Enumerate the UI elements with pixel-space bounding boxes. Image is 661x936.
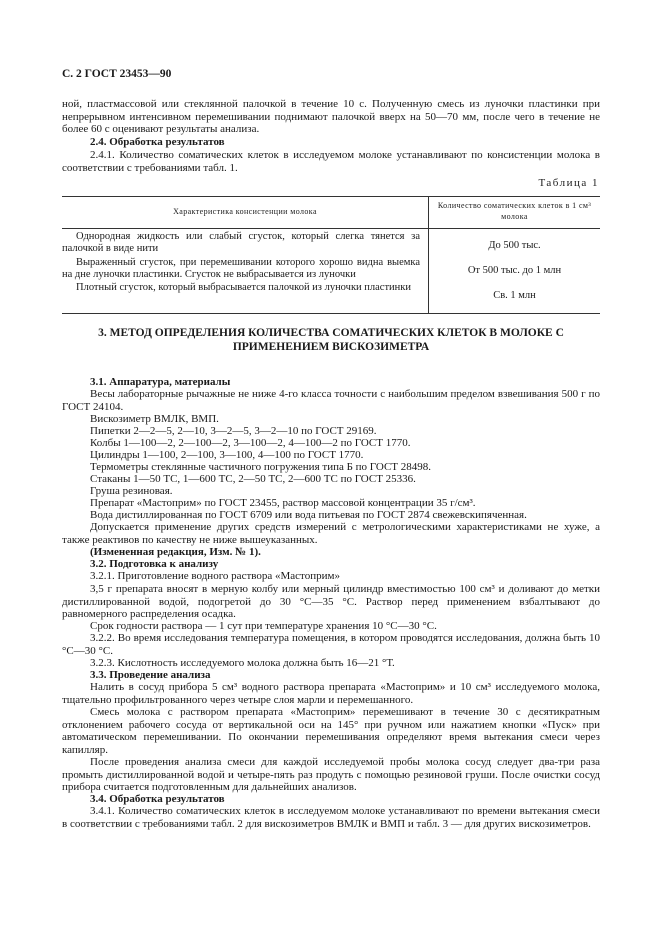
s31-line-4: Колбы 1—100—2, 2—100—2, 3—100—2, 4—100—2 по ГОСТ 1770. bbox=[90, 437, 411, 449]
s31-line-7: Стаканы 1—50 ТС, 1—600 ТС, 2—50 ТС, 2—600 ТС по ГОСТ 25336. bbox=[90, 473, 416, 485]
table-header-cell-count: Количество соматических клеток в 1 см³ молока bbox=[437, 201, 592, 221]
table-header-consistency: Характеристика консистенции молока bbox=[173, 207, 317, 216]
table-row-2-consistency: Выраженный сгусток, при перемешивании которого хорошо видна выемка на дне луночки пластинки. Сгусток не выбрасывается из луночки bbox=[62, 257, 420, 280]
s31-line-2: Вискозиметр ВМЛК, ВМП. bbox=[90, 413, 219, 425]
s33-paragraph-3: После проведения анализа смеси для каждой исследуемой пробы молока сосуд следует два-три раза промыть дистиллированной водой и четыре-пять раз продуть с помощью резиновой груши. После очистки сосуд прибора считается подготовленным для дальнейших анализов. bbox=[62, 756, 600, 793]
table-row-3-count: Св. 1 млн bbox=[493, 290, 536, 301]
s33-paragraph-2: Смесь молока с раствором препарата «Мастоприм» перемешивают в течение 30 с десятикратным отклонением рабочего сосуда от вертикальной оси на 145° при ручном или нажатием кнопки «Пуск» при автоматическом перемешивании. По окончании перемешивания определяют время вытекания смеси через капилляр. bbox=[62, 706, 600, 756]
section-3-3-title: 3.3. Проведение анализа bbox=[90, 669, 211, 681]
s32-paragraph-5: 3.2.3. Кислотность исследуемого молока должна быть 16—21 °Т. bbox=[90, 657, 395, 669]
intro-paragraph: ной, пластмассовой или стеклянной палочкой в течение 10 с. Полученную смесь из луночки пластинки при непрерывном интенсивном перемешивании поднимают палочкой вверх на 50—70 мм, после чего в течение не более 60 с оценивают результаты анализа. bbox=[62, 98, 600, 135]
s32-paragraph-3: Срок годности раствора — 1 сут при температуре хранения 10 °С—30 °С. bbox=[90, 620, 437, 632]
section-2-4-title: 2.4. Обработка результатов bbox=[90, 136, 225, 148]
s32-paragraph-2: 3,5 г препарата вносят в мерную колбу или мерный цилиндр вместимостью 100 см³ и доливают до метки дистиллированной водой, подогретой до 30 °С—35 °С. Раствор перед применением взбалтывают до равномерного распределения осадка. bbox=[62, 583, 600, 620]
table-row-3-consistency: Плотный сгусток, который выбрасывается палочкой из луночки пластинки bbox=[76, 282, 412, 293]
s31-line-11: Допускается применение других средств измерений с метрологическими характеристиками не хуже, а также реактивов по качеству не ниже вышеуказанных. bbox=[62, 521, 600, 546]
s31-line-9: Препарат «Мастоприм» по ГОСТ 23455, раствор массовой концентрации 35 г/см³. bbox=[90, 497, 476, 509]
table-header-divider bbox=[62, 228, 600, 229]
table-caption: Таблица 1 bbox=[538, 177, 599, 189]
section-3-1-title: 3.1. Аппаратура, материалы bbox=[90, 376, 231, 388]
table-row-1-count: До 500 тыс. bbox=[488, 240, 541, 251]
s31-line-6: Термометры стеклянные частичного погружения типа Б по ГОСТ 28498. bbox=[90, 461, 432, 473]
s31-line-5: Цилиндры 1—100, 2—100, 3—100, 4—100 по ГОСТ 1770. bbox=[90, 449, 364, 461]
s33-paragraph-1: Налить в сосуд прибора 5 см³ водного раствора препарата «Мастоприм» и 10 см³ исследуемого молока, тщательно профильтрованного через четыре слоя марли и перемешанного. bbox=[62, 681, 600, 706]
section-3-4-title: 3.4. Обработка результатов bbox=[90, 793, 225, 805]
table-row-1-consistency: Однородная жидкость или слабый сгусток, который слегка тянется за палочкой в виде нити bbox=[62, 231, 420, 254]
section-2-4-1-paragraph: 2.4.1. Количество соматических клеток в исследуемом молоке устанавливают по консистенции молока в соответствии с требованиями табл. 1. bbox=[62, 149, 600, 174]
section-3-2-title: 3.2. Подготовка к анализу bbox=[90, 558, 219, 570]
page-header: С. 2 ГОСТ 23453—90 bbox=[62, 68, 172, 80]
s32-paragraph-4: 3.2.2. Во время исследования температура помещения, в котором проводятся исследования, должна быть 10 °С—30 °С. bbox=[62, 632, 600, 657]
s31-line-1: Весы лабораторные рычажные не ниже 4-го класса точности с наибольшим пределом взвешивания 500 г по ГОСТ 24104. bbox=[62, 388, 600, 413]
section-3-4-1-paragraph: 3.4.1. Количество соматических клеток в исследуемом молоке устанавливают по времени вытекания смеси в соответствии с требованиями табл. 2 для вискозиметров ВМЛК и ВМП и табл. 3 — для других вискозиметров. bbox=[62, 805, 600, 830]
s31-line-10: Вода дистиллированная по ГОСТ 6709 или вода питьевая по ГОСТ 2874 свежевскипяченная. bbox=[90, 509, 527, 521]
s31-line-8: Груша резиновая. bbox=[90, 485, 173, 497]
s31-amendment-note: (Измененная редакция, Изм. № 1). bbox=[90, 546, 261, 558]
section-3-title: 3. МЕТОД ОПРЕДЕЛЕНИЯ КОЛИЧЕСТВА СОМАТИЧЕСКИХ КЛЕТОК В МОЛОКЕ С ПРИМЕНЕНИЕМ ВИСКОЗИМЕТРА bbox=[98, 327, 564, 353]
consistency-table bbox=[62, 196, 600, 314]
s31-line-3: Пипетки 2—2—5, 2—10, 3—2—5, 3—2—10 по ГОСТ 29169. bbox=[90, 425, 377, 437]
table-row-2-count: От 500 тыс. до 1 млн bbox=[467, 265, 562, 276]
s32-paragraph-1: 3.2.1. Приготовление водного раствора «Мастоприм» bbox=[90, 570, 340, 582]
